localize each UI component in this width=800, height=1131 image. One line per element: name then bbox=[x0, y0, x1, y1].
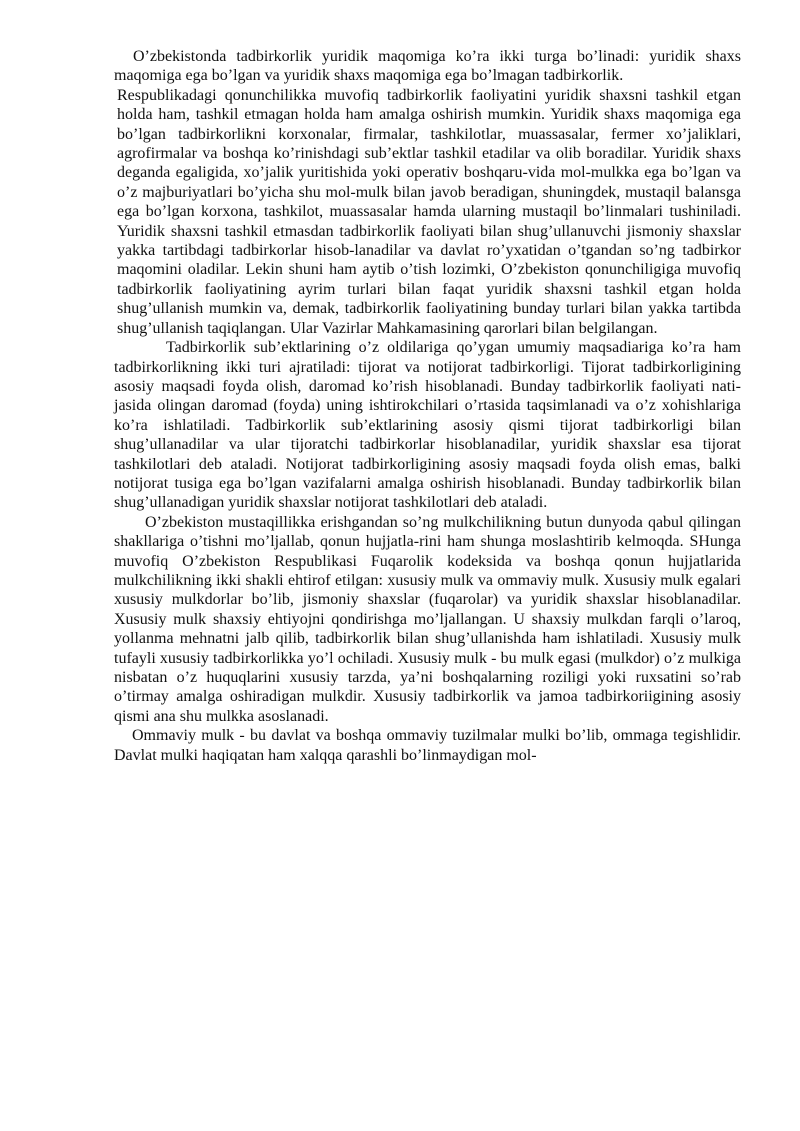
paragraph-property-forms: O’zbekiston mustaqillikka erishgandan so’ng mulkchilikning butun dunyoda qabul qilingan shakllariga o’tishni mo’ljallab, qonun hujjatla-rini ham shunga moslashtirib kelmoqda. SHunga muvofiq O’zbekiston Respublikasi Fuqarolik kodeksida va boshqa qonun hujjatlarida mulkchilikning ikki shakli ehtirof etilgan: xususiy mulk va ommaviy mulk. Xususiy mulk egalari xususiy mulkdorlar bo’lib, jismoniy shaxslar (fuqarolar) va yuridik shaxslar hisoblanadilar. Xususiy mulk shaxsiy ehtiyojni qondirishga mo’ljallangan. U shaxsiy mulkdan farqli o’laroq, yollanma mehnatni jalb qilib, tadbirkorlik bilan shug’ullanishda ham ishlatiladi. Xususiy mulk tufayli xususiy tadbirkorlikka yo’l ochiladi. Xususiy mulk - bu mulk egasi (mulkdor) o’z mulkiga nisbatan o’z huquqlarini xususiy tarzda, ya’ni boshqalarning roziligi yoki ruxsatini so’rab o’tirmay amalga oshiradigan mulkdir. Xususiy tadbirkorlik va jamoa tadbirkoriigining asosiy qismi ana shu mulkka asoslanadi. bbox=[114, 513, 741, 725]
document-page bbox=[114, 47, 741, 765]
paragraph-legislation: Respublikadagi qonunchilikka muvofiq tadbirkorlik faoliyatini yuridik shaxsni tashkil etgan holda ham, tashkil etmagan holda ham amalga oshirish mumkin. Yuridik shaxs maqomiga ega bo’lgan tadbirkorlikni korxonalar, firmalar, tashkilotlar, muassasalar, fermer xo’jaliklari, agrofirmalar va boshqa ko’rinishdagi sub’ektlar tashkil etadilar va olib boradilar. Yuridik shaxs deganda egaligida, xo’jalik yuritishida yoki operativ boshqaru-vida mol-mulkka ega bo’lgan va o’z majburiyatlari bo’yicha shu mol-mulk bilan javob beradigan, shuningdek, mustaqil balansga ega bo’lgan korxona, tashkilot, muassasalar hamda ularning mustaqil bo’linmalari tushiniladi. Yuridik shaxsni tashkil etmasdan tadbirkorlik faoliyati bilan shug’ullanuvchi jismoniy shaxslar yakka tartibdagi tadbirkorlar hisob-lanadilar va davlat ro’yxatidan o’tgandan so’ng tadbirkor maqomini oladilar. Lekin shuni ham aytib o’tish lozimki, O’zbekiston qonunchiligiga muvofiq tadbirkorlik faoliyatining ayrim turlari bilan faqat yuridik shaxsni tashkil etgan holda shug’ullanish mumkin va, demak, tadbirkorlik faoliyatining bunday turlari bilan yakka tartibda shug’ullanish taqiqlangan. Ular Vazirlar Mahkamasining qarorlari bilan belgilangan. bbox=[117, 86, 741, 337]
paragraph-commercial-noncommercial: Tadbirkorlik sub’ektlarining o’z oldilariga qo’ygan umumiy maqsadiariga ko’ra ham tadbirkorlikning ikki turi ajratiladi: tijorat va notijorat tadbirkorligi. Tijorat tadbirkorligining asosiy maqsadi foyda olish, daromad ko’rish hisoblanadi. Bunday tadbirkorlik faoliyati nati-jasida olingan daromad (foyda) uning ishtirokchilari o’rtasida taqsimlanadi va o’z xohishlariga ko’ra ishlatiladi. Tadbirkorlik sub’ektlarining asosiy qismi tijorat tadbirkorligi bilan shug’ullanadilar va ular tijoratchi tadbirkorlar hisoblanadilar, yuridik shaxslar esa tijorat tashkilotlari deb ataladi. Notijorat tadbirkorligining asosiy maqsadi foyda olish emas, balki notijorat tusiga ega bo’lgan vazifalarni amalga oshirish hisoblanadi. Bunday tadbirkorlik bilan shug’ullanadigan yuridik shaxslar notijorat tashkilotlari deb ataladi. bbox=[114, 339, 741, 512]
paragraph-legal-status: O’zbekistonda tadbirkorlik yuridik maqomiga ko’ra ikki turga bo’linadi: yuridik shaxs maqomiga ega bo’lgan va yuridik shaxs maqomiga ega bo’lmagan tadbirkorlik. bbox=[114, 48, 741, 85]
paragraph-public-property: Ommaviy mulk - bu davlat va boshqa ommaviy tuzilmalar mulki bo’lib, ommaga tegishlidir. Davlat mulki haqiqatan ham xalqqa qarashli bo’linmaydigan mol- bbox=[114, 727, 741, 764]
